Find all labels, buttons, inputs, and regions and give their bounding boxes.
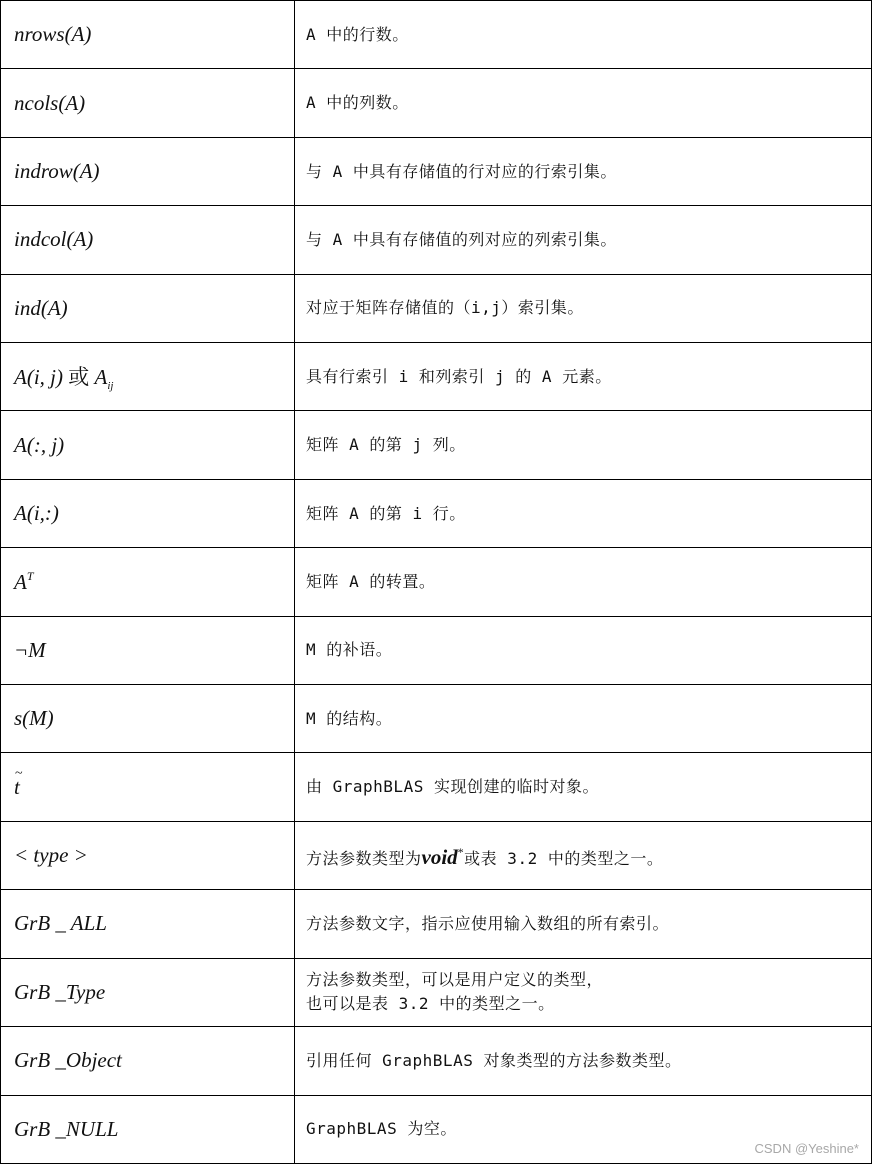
table-row [1, 137, 872, 205]
symbol-cell: nrows(A) [1, 1, 295, 69]
table-row [1, 616, 872, 684]
description-cell [295, 821, 872, 889]
table-row [1, 69, 872, 137]
symbol-cell: A(i,:) [1, 479, 295, 547]
table-row [1, 206, 872, 274]
symbol-subscript-base: A [94, 365, 108, 390]
description-cell: 方法参数文字，指示应使用输入数组的所有索引。 [295, 890, 872, 958]
symbol-superscript: T [26, 568, 34, 583]
description-cell: GraphBLAS 为空。 [295, 1095, 872, 1164]
table-row [1, 343, 872, 411]
description-cell: 与 A 中具有存储值的列对应的列索引集。 [295, 206, 872, 274]
description-cell: 由 GraphBLAS 实现创建的临时对象。 [295, 753, 872, 821]
description-cell [295, 958, 872, 1026]
symbol-cell: GrB _Object [1, 1027, 295, 1095]
watermark: CSDN @Yeshine* [754, 1141, 859, 1156]
void-pointer-star: * [457, 845, 465, 860]
tilde-t-symbol [14, 765, 23, 800]
symbol-cell: indcol(A) [1, 206, 295, 274]
description-cell: M 的补语。 [295, 616, 872, 684]
description-cell: 矩阵 A 的转置。 [295, 548, 872, 616]
description-prefix: 方法参数类型为 [306, 849, 422, 869]
symbol-element-notation: A(i, j) [14, 365, 63, 390]
symbol-cell: s(M) [1, 685, 295, 753]
table-row [1, 1, 872, 69]
symbol-cell: indrow(A) [1, 137, 295, 205]
description-cell: 矩阵 A 的第 j 列。 [295, 411, 872, 479]
symbol-cell: ind(A) [1, 274, 295, 342]
symbol-cell: < type > [1, 821, 295, 889]
symbol-cell: GrB _Type [1, 958, 295, 1026]
table-row [1, 890, 872, 958]
symbol-or-word: 或 [68, 365, 90, 390]
symbol-base: t [14, 774, 20, 799]
description-cell: M 的结构。 [295, 685, 872, 753]
table-row [1, 479, 872, 547]
table-row [1, 821, 872, 889]
symbol-base: A [14, 569, 27, 594]
table-row [1, 411, 872, 479]
symbol-cell: ¬M [1, 616, 295, 684]
symbol-cell [1, 343, 295, 411]
table-row [1, 548, 872, 616]
symbol-subscript: ij [107, 380, 114, 393]
symbol-cell: GrB _NULL [1, 1095, 295, 1164]
description-cell: 对应于矩阵存储值的（i,j）索引集。 [295, 274, 872, 342]
symbol-cell: ncols(A) [1, 69, 295, 137]
description-cell: A 中的列数。 [295, 69, 872, 137]
table-row [1, 753, 872, 821]
void-keyword: void [421, 845, 458, 870]
description-line-2: 也可以是表 3.2 中的类型之一。 [306, 994, 555, 1014]
symbol-cell [1, 548, 295, 616]
description-cell: 与 A 中具有存储值的行对应的行索引集。 [295, 137, 872, 205]
table-row [1, 1095, 872, 1164]
table-row [1, 274, 872, 342]
symbol-cell [1, 753, 295, 821]
symbol-cell: A(:, j) [1, 411, 295, 479]
description-line-1: 方法参数类型，可以是用户定义的类型， [306, 970, 604, 990]
description-cell: 矩阵 A 的第 i 行。 [295, 479, 872, 547]
table-row [1, 685, 872, 753]
description-cell: A 中的行数。 [295, 1, 872, 69]
description-suffix: 或表 3.2 中的类型之一。 [464, 849, 664, 869]
description-cell: 引用任何 GraphBLAS 对象类型的方法参数类型。 [295, 1027, 872, 1095]
table-row [1, 958, 872, 1026]
symbol-cell: GrB _ ALL [1, 890, 295, 958]
table-row [1, 1027, 872, 1095]
tilde-accent: ~ [15, 765, 23, 781]
description-cell: 具有行索引 i 和列索引 j 的 A 元素。 [295, 343, 872, 411]
